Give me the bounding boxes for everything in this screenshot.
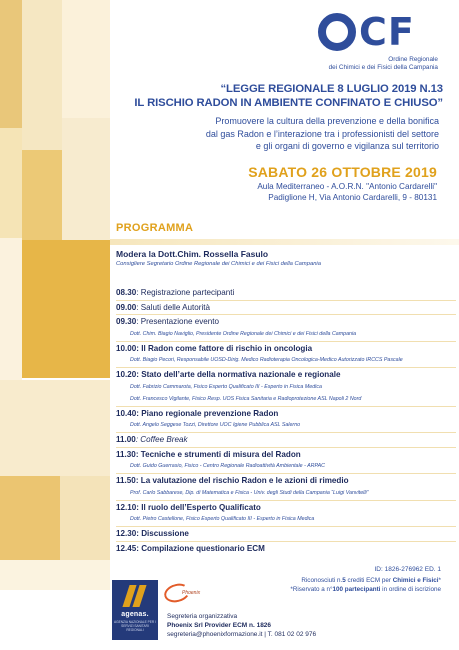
- speaker-line: Dott. Angelo Seggese Tozzi, Direttore UOC Igiene Pubblica ASL Salerno: [130, 422, 301, 428]
- speaker-line: Prof. Carlo Sabbarese, Dip. di Matematica e Fisica - Univ. degli Studi della Campania “Luigi Vanvitelli”: [130, 489, 369, 496]
- programme-item: 11.50: La valutazione del rischio Radon e le azioni di rimedio Prof. Carlo Sabbarese, Dip. di Matematica e Fisica - Univ. degli Studi della Campania “Luigi Vanvitelli”: [116, 475, 456, 501]
- speaker-line: Dott. Fabrizio Cammarota, Fisico Esperto Qualificato III - Esperto in Fisica Medica: [130, 383, 322, 390]
- ocf-logo: [318, 12, 438, 72]
- agenas-mark-icon: [112, 585, 158, 607]
- event-venue: Aula Mediterraneo - A.O.R.N. "Antonio Cardarelli" Padiglione H, Via Antonio Cardarelli, 9 - 80131: [257, 182, 437, 202]
- programme-item: 10.20: Stato dell’arte della normativa nazionale e regionale Dott. Fabrizio Cammarota, Fisico Esperto Qualificato III - Esperto in Fisica Medica: [116, 369, 456, 393]
- programme-item: 10.00: Il Radon come fattore di rischio in oncologia Dott. Biagio Pecori, Responsabile UOSD-Dirig. Medico Radioterapia Oncologica-Medico Autorizzato IRCCS Pascale: [116, 343, 456, 369]
- speaker-line: Dott. Guido Guerrasio, Fisico - Centro Regionale Radioattività Ambientale - ARPAC: [130, 463, 325, 469]
- event-title-line1: “LEGGE REGIONALE 8 LUGLIO 2019 N.13: [220, 83, 443, 95]
- speaker-line: Dott. Pietro Castellone, Fisico Esperto Qualificato III - Esperto in Fisica Medica: [130, 516, 315, 522]
- programme-item: 12.45: Compilazione questionario ECM: [116, 543, 265, 553]
- moderator-role: Consigliere Segretario Ordine Regionale dei Chimici e dei Fisici della Campania: [116, 261, 321, 267]
- programme-item: 09.30: Presentazione evento Dott. Chim. Biagio Naviglio, Presidente Ordine Regionale dei Chimici e dei Fisici della Campania: [116, 316, 456, 342]
- speaker-line: Dott. Francesco Vigilante, Fisico Resp. UOS Fisica Sanitaria e Radioprotezione ASL Napoli 2 Nord: [130, 395, 362, 402]
- event-title-line2: IL RISCHIO RADON IN AMBIENTE CONFINATO E CHIUSO”: [134, 97, 443, 109]
- phoenix-logo-text: Phoenix: [182, 590, 201, 596]
- logo-letters: CF: [359, 10, 415, 54]
- programme-item: 10.40: Piano regionale prevenzione Radon Dott. Angelo Seggese Tozzi, Direttore UOC Igiene Pubblica ASL Salerno: [116, 408, 456, 434]
- ecm-event-id: ID: 1826-276962 ED. 1: [374, 566, 441, 573]
- programme-item: [116, 393, 456, 407]
- agenas-logo: agenas. AGENZIA NAZIONALE PER I SERVIZI SANITARI REGIONALI: [112, 580, 158, 640]
- programme-item: 12.10: Il ruolo dell’Esperto Qualificato Dott. Pietro Castellone, Fisico Esperto Qualificato III - Esperto in Fisica Medica: [116, 502, 456, 528]
- logo-subtitle: Ordine Regionale dei Chimici e dei Fisici della Campania: [328, 56, 438, 71]
- ecm-credits: Riconosciuti n.5 crediti ECM per Chimici e Fisici* *Riservato a n°100 partecipanti in ordine di iscrizione: [290, 577, 441, 593]
- secretariat-contact[interactable]: segreteria@phoenixformazione.it | T. 081 02 02 976: [167, 630, 317, 638]
- programme-title: PROGRAMMA: [116, 222, 194, 234]
- speaker-line: Dott. Chim. Biagio Naviglio, Presidente Ordine Regionale dei Chimici e dei Fisici della Campania: [130, 330, 357, 337]
- programme-divider: [110, 239, 459, 245]
- speaker-line: Dott. Biagio Pecori, Responsabile UOSD-Dirig. Medico Radioterapia Oncologica-Medico Autorizzato IRCCS Pascale: [130, 357, 403, 363]
- programme-item: 12.30: Discussione: [116, 528, 456, 542]
- event-title: [93, 82, 443, 110]
- programme-item: 11.30: Tecniche e strumenti di misura del Radon Dott. Guido Guerrasio, Fisico - Centro Regionale Radioattività Ambientale - ARPAC: [116, 449, 456, 475]
- programme-list: [116, 287, 456, 554]
- logo-o-ring-icon: [318, 13, 356, 51]
- programme-item: 08.30: Registrazione partecipanti: [116, 287, 456, 301]
- programme-item: 11.00: Coffee Break: [116, 434, 456, 448]
- moderator-name: Modera la Dott.Chim. Rossella Fasulo: [116, 249, 269, 259]
- organizing-secretariat: Segreteria organizzativa Phoenix Srl Provider ECM n. 1826 segreteria@phoenixformazione.it | T. 081 02 02 976: [167, 613, 317, 638]
- event-date: SABATO 26 OTTOBRE 2019: [248, 164, 437, 180]
- moderator-block: [116, 249, 456, 269]
- event-intro: Promuovere la cultura della prevenzione e della bonifica dal gas Radon e l’interazione tra i professionisti del settore e gli organi di governo e vigilanza sul territorio: [205, 116, 439, 151]
- programme-item: 09.00: Saluti delle Autorità: [116, 302, 456, 316]
